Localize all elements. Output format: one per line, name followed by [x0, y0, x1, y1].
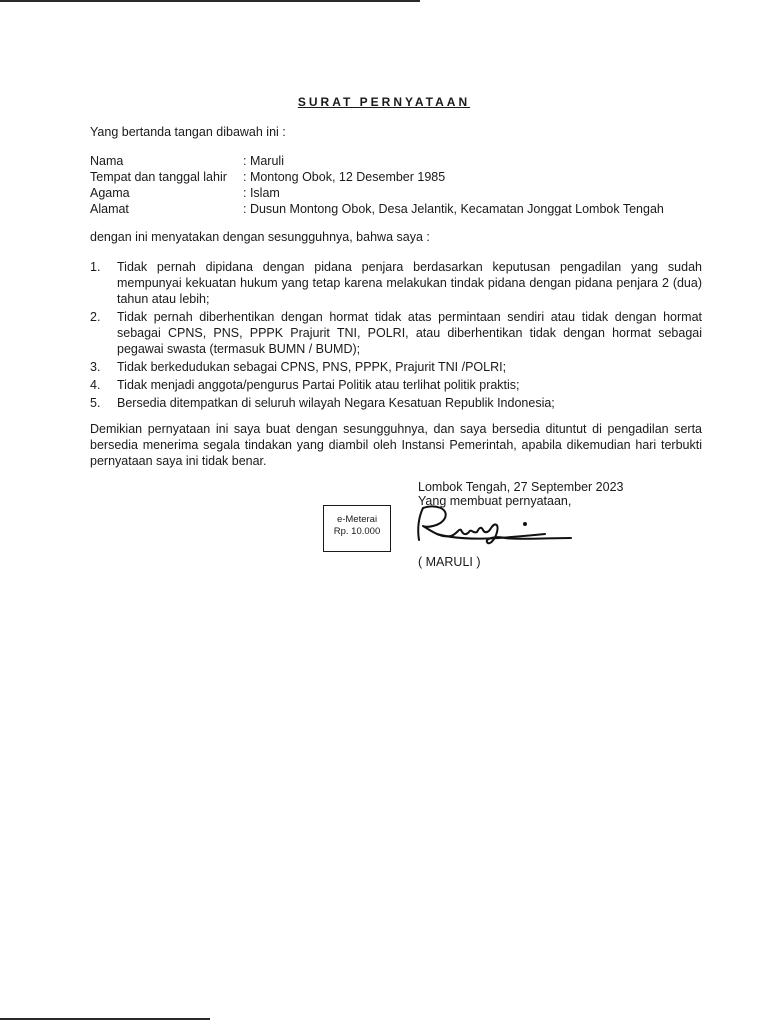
identity-value: : Maruli	[243, 154, 284, 168]
list-number: 3.	[90, 360, 101, 374]
identity-row-religion	[90, 185, 702, 201]
list-item	[90, 359, 702, 375]
list-item	[90, 309, 702, 357]
list-text: Tidak berkedudukan sebagai CPNS, PNS, PPPK, Prajurit TNI /POLRI;	[117, 360, 507, 374]
list-number: 4.	[90, 378, 101, 392]
identity-label: Tempat dan tanggal lahir	[90, 170, 227, 184]
closing-paragraph: Demikian pernyataan ini saya buat dengan sesungguhnya, dan saya bersedia dituntut di pengadilan serta bersedia menerima segala tindakan yang diambil oleh Instansi Pemerintah, apabila dikemudian hari terbukti pernyataan saya ini tidak benar.	[90, 422, 702, 468]
statement-intro: dengan ini menyatakan dengan sesungguhnya, bahwa saya :	[90, 230, 430, 244]
identity-value: : Montong Obok, 12 Desember 1985	[243, 170, 446, 184]
intro-text: Yang bertanda tangan dibawah ini :	[90, 125, 286, 139]
statement-list	[90, 259, 702, 413]
identity-value: : Islam	[243, 186, 280, 200]
signed-name: ( MARULI )	[418, 555, 481, 569]
identity-block	[90, 153, 702, 217]
list-number: 2.	[90, 310, 101, 324]
list-item	[90, 259, 702, 307]
list-number: 1.	[90, 260, 101, 274]
meterai-value: Rp. 10.000	[333, 526, 381, 537]
document-title: SURAT PERNYATAAN	[297, 95, 471, 109]
identity-label: Nama	[90, 154, 124, 168]
list-text: Tidak pernah diberhentikan dengan hormat tidak atas permintaan sendiri atau tidak dengan hormat sebagai CPNS, PNS, PPPK Prajurit TNI, POLRI, atau diberhentikan tidak dengan hormat sebagai pegawai swasta (termasuk BUMN / BUMD);	[117, 310, 702, 356]
identity-label: Agama	[90, 186, 130, 200]
signature-dot	[523, 522, 527, 526]
e-meterai-stamp	[323, 505, 391, 552]
identity-row-address	[90, 201, 702, 217]
list-item	[90, 377, 702, 393]
list-number: 5.	[90, 396, 101, 410]
place-date: Lombok Tengah, 27 September 2023	[418, 480, 624, 494]
identity-row-birth	[90, 169, 702, 185]
maker-label: Yang membuat pernyataan,	[418, 494, 572, 508]
scan-edge-line-bottom	[0, 1018, 210, 1020]
list-text: Bersedia ditempatkan di seluruh wilayah Negara Kesatuan Republik Indonesia;	[117, 396, 555, 410]
list-item	[90, 395, 702, 411]
list-text: Tidak menjadi anggota/pengurus Partai Politik atau terlihat politik praktis;	[117, 378, 520, 392]
list-text: Tidak pernah dipidana dengan pidana penjara berdasarkan keputusan pengadilan yang sudah mempunyai kekuatan hukum yang tetap karena melakukan tindak pidana dengan pidana penjara 2 (dua) tahun atau lebih;	[117, 260, 702, 306]
identity-label: Alamat	[90, 202, 129, 216]
identity-value: : Dusun Montong Obok, Desa Jelantik, Kecamatan Jonggat Lombok Tengah	[243, 202, 664, 216]
signature-image	[405, 498, 575, 550]
meterai-label: e-Meterai	[336, 514, 378, 525]
scan-edge-line-top	[0, 0, 420, 2]
identity-row-name	[90, 153, 702, 169]
